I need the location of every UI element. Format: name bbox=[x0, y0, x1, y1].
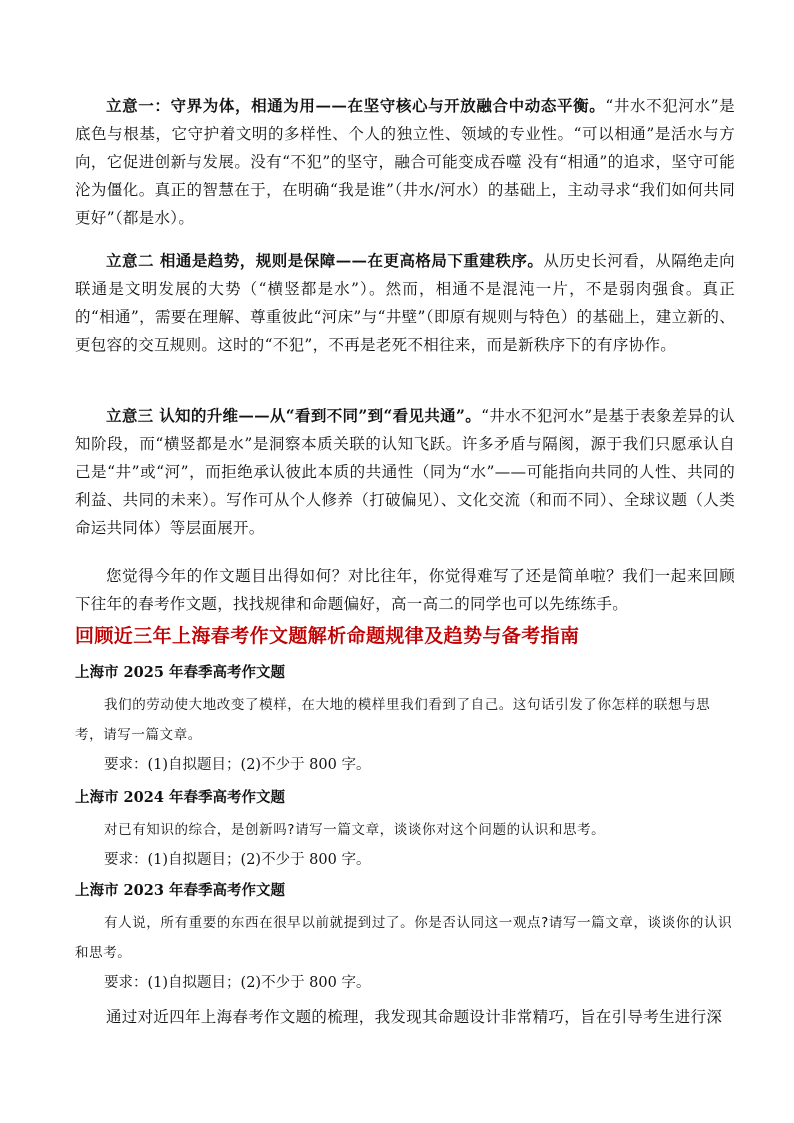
point-one-lead: 立意一：守界为体，相通为用——在坚守核心与开放融合中动态平衡。 bbox=[106, 96, 606, 115]
point-two-lead: 立意二 相通是趋势，规则是保障——在更高格局下重建秩序。 bbox=[106, 251, 544, 270]
year-2025-title: 上海市 2025 年春季高考作文题 bbox=[75, 664, 285, 681]
year-2025 bbox=[75, 661, 735, 778]
year-2023-title: 上海市 2023 年春季高考作文题 bbox=[75, 882, 285, 899]
year-2024-title: 上海市 2024 年春季高考作文题 bbox=[75, 789, 285, 806]
year-2024 bbox=[75, 786, 735, 873]
point-three bbox=[75, 402, 735, 542]
year-2025-requirement: 要求：(1)自拟题目；(2)不少于 800 字。 bbox=[104, 757, 371, 773]
point-three-lead: 立意三 认知的升维——从“看到不同”到“看见共通”。 bbox=[106, 406, 482, 425]
year-2023 bbox=[75, 879, 735, 996]
closing-paragraph: 通过对近四年上海春考作文题的梳理，我发现其命题设计非常精巧，旨在引导考生进行深 bbox=[106, 1008, 723, 1026]
year-2023-prompt: 有人说，所有重要的东西在很早以前就提到过了。你是否认同这一观点?请写一篇文章，谈谈你的认识和思考。 bbox=[75, 915, 733, 961]
point-two-body: 从历史长河看，从隔绝走向联通是文明发展的大势（“横竖都是水”）。然而，相通不是混沌一片，不是弱肉强食。真正的“相通”，需要在理解、尊重彼此“河床”与“井壁”（即原有规则与特色）的基础上，建立新的、更包容的交互规则。这时的“不犯”，不再是老死不相往来，而是新秩序下的有序协作。 bbox=[75, 252, 735, 354]
year-2025-prompt: 我们的劳动使大地改变了模样，在大地的模样里我们看到了自己。这句话引发了你怎样的联想与思考，请写一篇文章。 bbox=[75, 697, 711, 743]
year-2023-requirement: 要求：(1)自拟题目；(2)不少于 800 字。 bbox=[104, 975, 371, 991]
point-three-body: “井水不犯河水”是基于表象差异的认知阶段，而“横竖都是水”是洞察本质关联的认知飞跃。许多矛盾与隔阂，源于我们只愿承认自己是“井”或“河”，而拒绝承认彼此本质的共通性（同为“水”——可能指向共同的人性、共同的利益、共同的未来）。写作可从个人修养（打破偏见）、文化交流（和而不同）、全球议题（人类命运共同体）等层面展开。 bbox=[75, 407, 735, 537]
point-two bbox=[75, 247, 735, 359]
section-heading: 回顾近三年上海春考作文题解析命题规律及趋势与备考指南 bbox=[75, 625, 580, 647]
year-2024-requirement: 要求：(1)自拟题目；(2)不少于 800 字。 bbox=[104, 852, 371, 868]
question-paragraph: 您觉得今年的作文题目出得如何？对比往年，你觉得难写了还是简单啦？我们一起来回顾下往年的春考作文题，找找规律和命题偏好，高一高二的同学也可以先练练手。 bbox=[75, 567, 735, 613]
point-one bbox=[75, 92, 735, 232]
point-one-body: “井水不犯河水”是底色与根基，它守护着文明的多样性、个人的独立性、领域的专业性。“可以相通”是活水与方向，它促进创新与发展。没有“不犯”的坚守，融合可能变成吞噬 没有“相通”的追求，坚守可能沦为僵化。真正的智慧在于，在明确“我是谁”（井水/河水）的基础上，主动寻求“我们如何共同更好”（都是水）。 bbox=[75, 97, 735, 227]
year-2024-prompt: 对已有知识的综合，是创新吗?请写一篇文章，谈谈你对这个问题的认识和思考。 bbox=[104, 822, 606, 838]
